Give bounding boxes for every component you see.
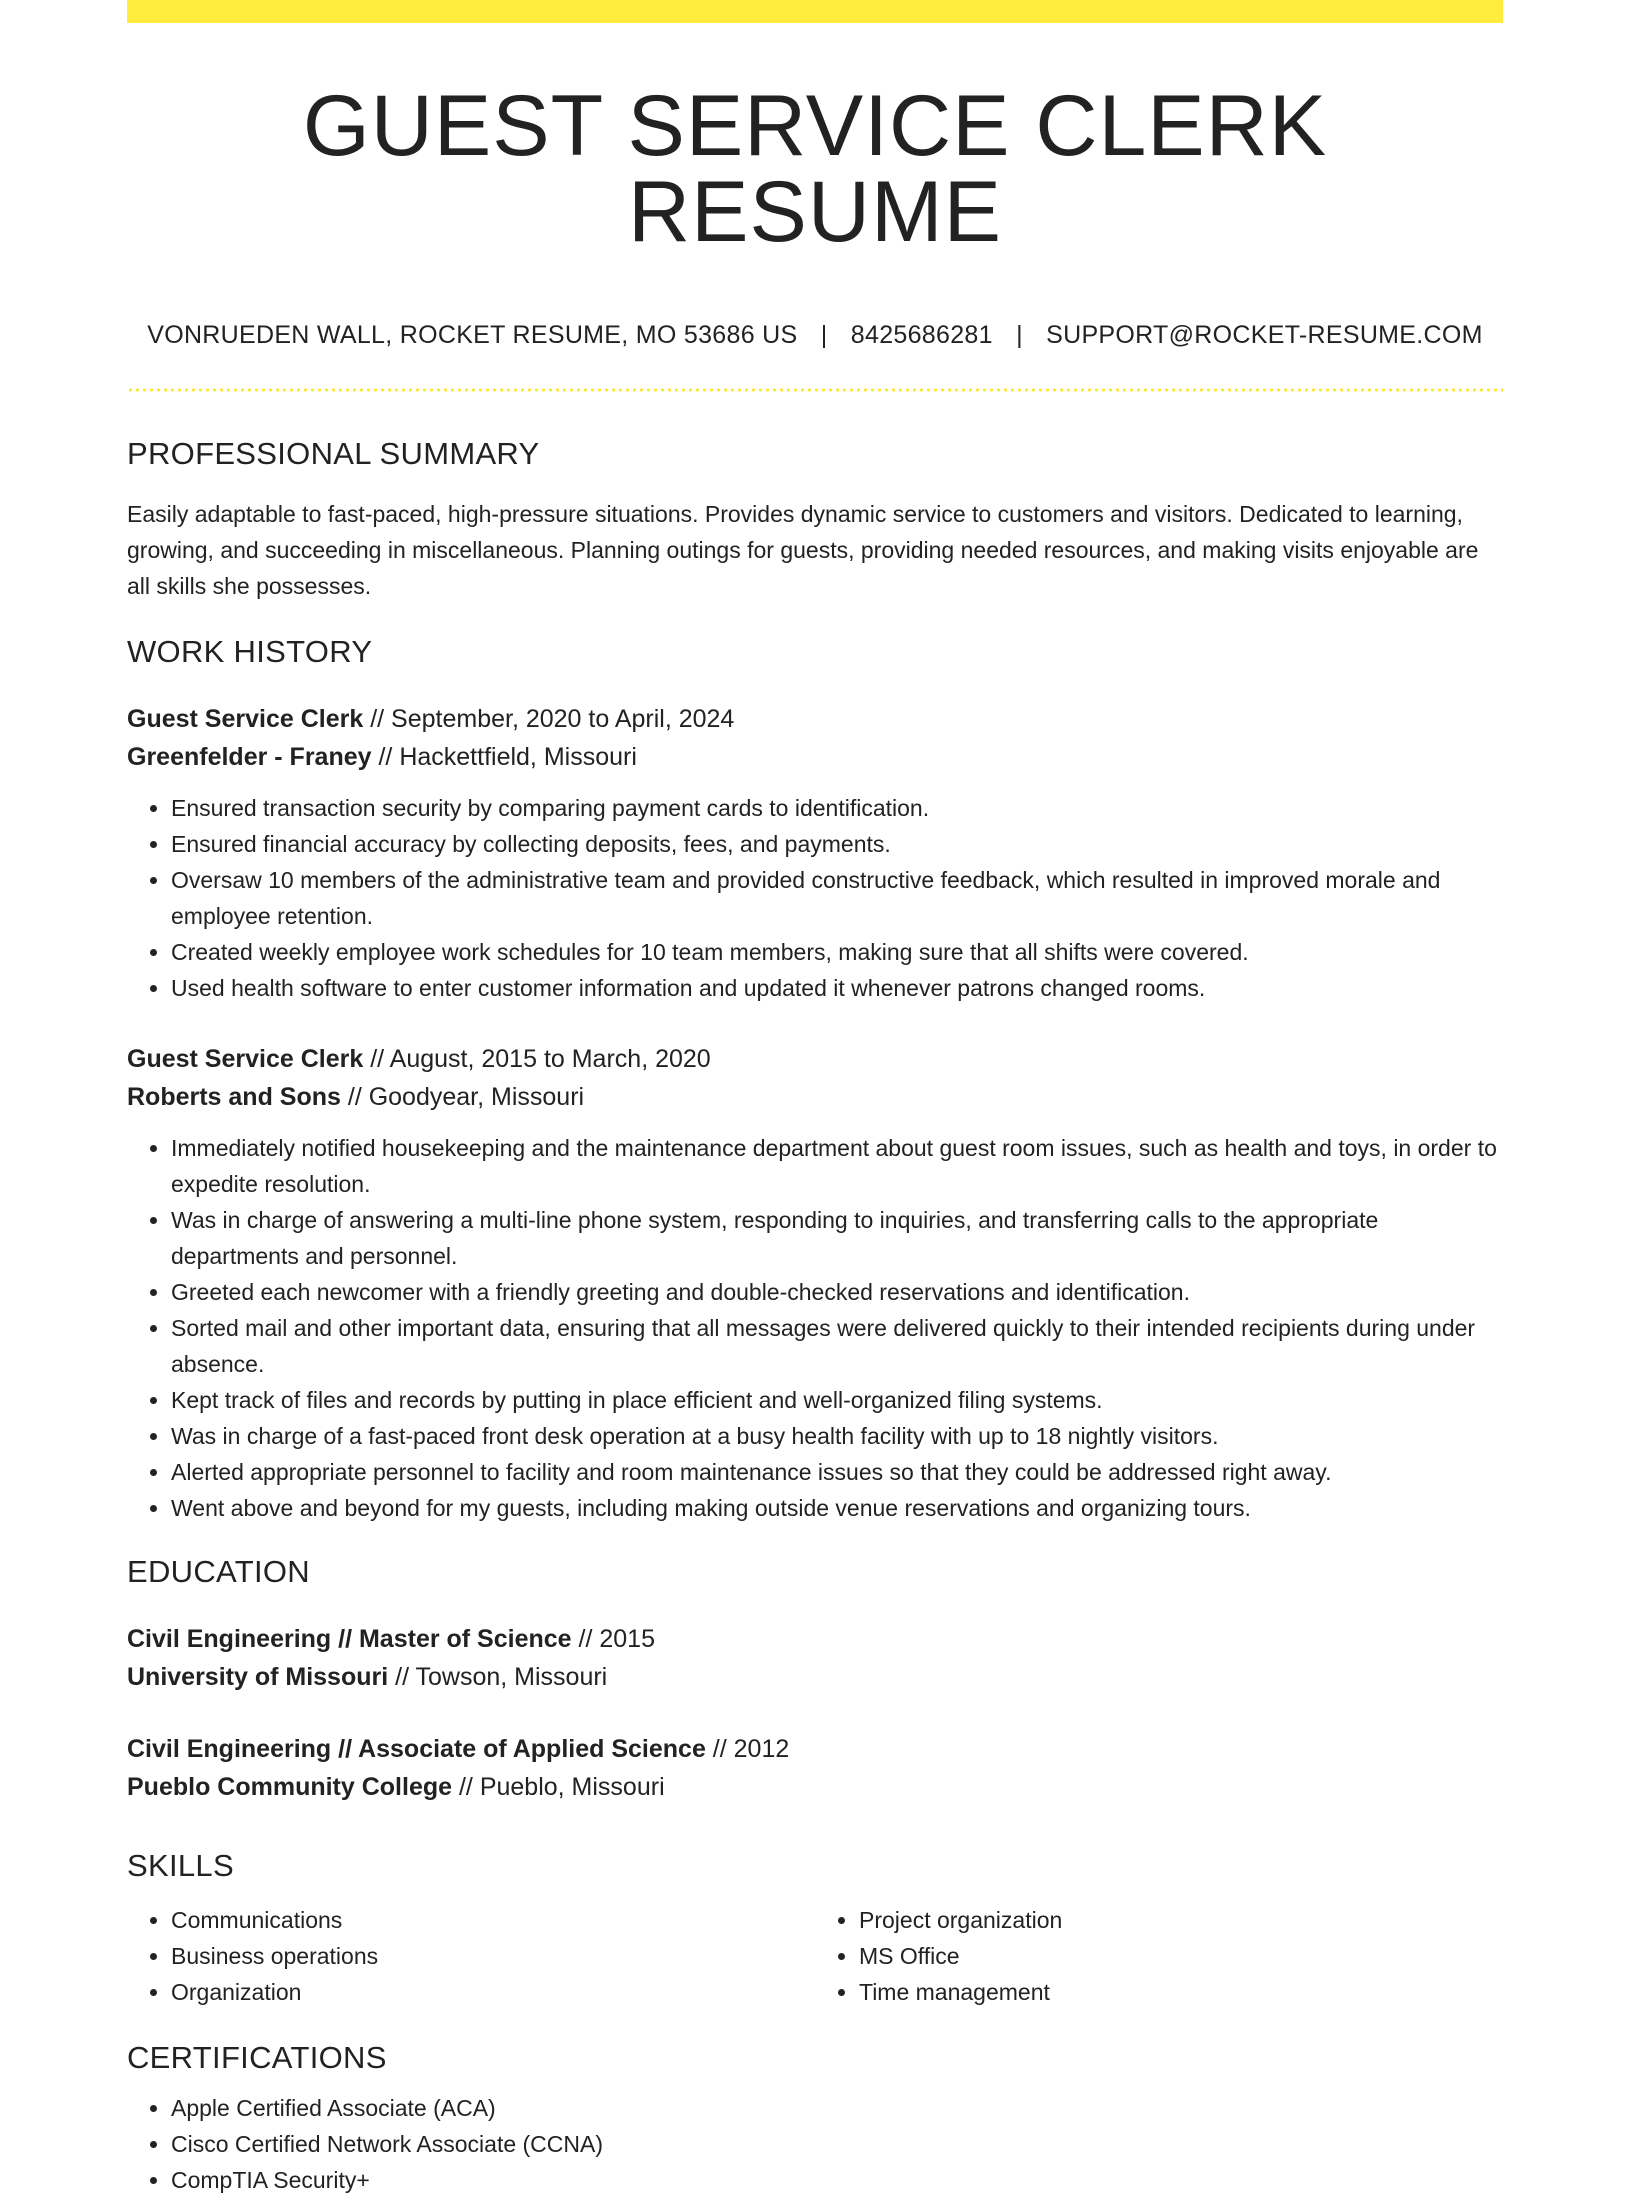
skill-item: • Communications [171,1902,815,1938]
summary-text: Easily adaptable to fast-paced, high-pressure situations. Provides dynamic service to customers and visitors. Dedicated to learning, growing, and succeeding in miscellaneous. Planning outings for guests, providing needed resources, and making visits enjoyable are all skills she possesses. [127,501,1479,599]
certification-item: • Apple Certified Associate (ACA) [171,2090,1503,2126]
job-title-line [127,1040,1503,1078]
degree-year: // 2015 [571,1625,655,1653]
work-history-heading: WORK HISTORY [127,634,373,669]
job-bullet: • Immediately notified housekeeping and the maintenance department about guest room issues, such as health and toys, in order to expedite resolution. [171,1130,1503,1202]
job-title-line [127,700,1503,738]
contact-separator: | [1016,321,1023,349]
job-company-line [127,1078,1503,1116]
job-bullets [127,1130,1503,1526]
degree: Civil Engineering // Master of Science [127,1625,572,1653]
job-bullet: • Created weekly employee work schedules for 10 team members, making sure that all shifts were covered. [171,934,1503,970]
job-bullet: • Ensured financial accuracy by collecting deposits, fees, and payments. [171,826,1503,862]
job-dates: // August, 2015 to March, 2020 [363,1045,711,1073]
resume-page [127,0,1503,2198]
education-entry [127,1620,1503,1696]
skill-item: • Organization [171,1974,815,2010]
job-bullet: • Went above and beyond for my guests, including making outside venue reservations and organizing tours. [171,1490,1503,1526]
summary-heading: PROFESSIONAL SUMMARY [127,436,540,471]
job-title: Guest Service Clerk [127,1045,364,1073]
job-company: Roberts and Sons [127,1083,341,1111]
job-bullet: • Was in charge of answering a multi-line phone system, responding to inquiries, and transferring calls to the appropriate departments and personnel. [171,1202,1503,1274]
job-location: // Hackettfield, Missouri [371,743,637,771]
skill-item: • Project organization [859,1902,1503,1938]
job-company-line [127,738,1503,776]
job-bullet: • Kept track of files and records by putting in place efficient and well-organized filing systems. [171,1382,1503,1418]
contact-phone: 8425686281 [850,321,993,349]
school-location: // Pueblo, Missouri [452,1773,665,1801]
degree-line [127,1620,1503,1658]
contact-separator: | [820,321,828,349]
school-location: // Towson, Missouri [388,1663,608,1691]
skills-list [127,1902,1503,2010]
skill-item: • Business operations [171,1938,815,1974]
job-bullet: • Oversaw 10 members of the administrative team and provided constructive feedback, which resulted in improved morale and employee retention. [171,862,1503,934]
job-bullet: • Sorted mail and other important data, ensuring that all messages were delivered quickly to their intended recipients during under absence. [171,1310,1503,1382]
skills-column-right [815,1902,1503,2010]
education-entry [127,1730,1503,1806]
skills-heading: SKILLS [127,1848,234,1883]
job-bullet: • Was in charge of a fast-paced front desk operation at a busy health facility with up to 18 nightly visitors. [171,1418,1503,1454]
certification-item: • CompTIA Security+ [171,2162,1503,2198]
certifications-list [127,2090,1503,2198]
job-bullet: • Used health software to enter customer information and updated it whenever patrons changed rooms. [171,970,1503,1006]
job-location: // Goodyear, Missouri [340,1083,585,1111]
school-name: Pueblo Community College [127,1773,453,1801]
job-dates: // September, 2020 to April, 2024 [363,705,735,733]
job-entry [127,1040,1503,1526]
job-company: Greenfelder - Franey [127,743,372,771]
skill-item: • MS Office [859,1938,1503,1974]
school-line [127,1658,1503,1696]
skills-column-left [127,1902,815,2010]
job-bullet: • Ensured transaction security by comparing payment cards to identification. [171,790,1503,826]
job-bullet: • Greeted each newcomer with a friendly greeting and double-checked reservations and identification. [171,1274,1503,1310]
job-bullets [127,790,1503,1006]
job-entry [127,700,1503,1006]
education-heading: EDUCATION [127,1554,310,1589]
degree-year: // 2012 [705,1735,790,1763]
contact-email: SUPPORT@ROCKET-RESUME.COM [1046,321,1483,349]
degree-line [127,1730,1503,1768]
job-bullet: • Alerted appropriate personnel to facility and room maintenance issues so that they could be addressed right away. [171,1454,1503,1490]
contact-address: VONRUEDEN WALL, ROCKET RESUME, MO 53686 US [147,321,798,349]
school-line [127,1768,1503,1806]
certification-item: • Cisco Certified Network Associate (CCNA) [171,2126,1503,2162]
school-name: University of Missouri [127,1663,389,1691]
degree: Civil Engineering // Associate of Applied Science [127,1735,706,1763]
contact-line [127,321,1503,350]
dotted-divider [127,388,1503,392]
job-title: Guest Service Clerk [127,705,364,733]
certifications-heading: CERTIFICATIONS [127,2040,387,2075]
top-accent-bar [127,0,1503,23]
skill-item: • Time management [859,1974,1503,2010]
resume-title: GUEST SERVICE CLERK RESUME [302,78,1328,260]
